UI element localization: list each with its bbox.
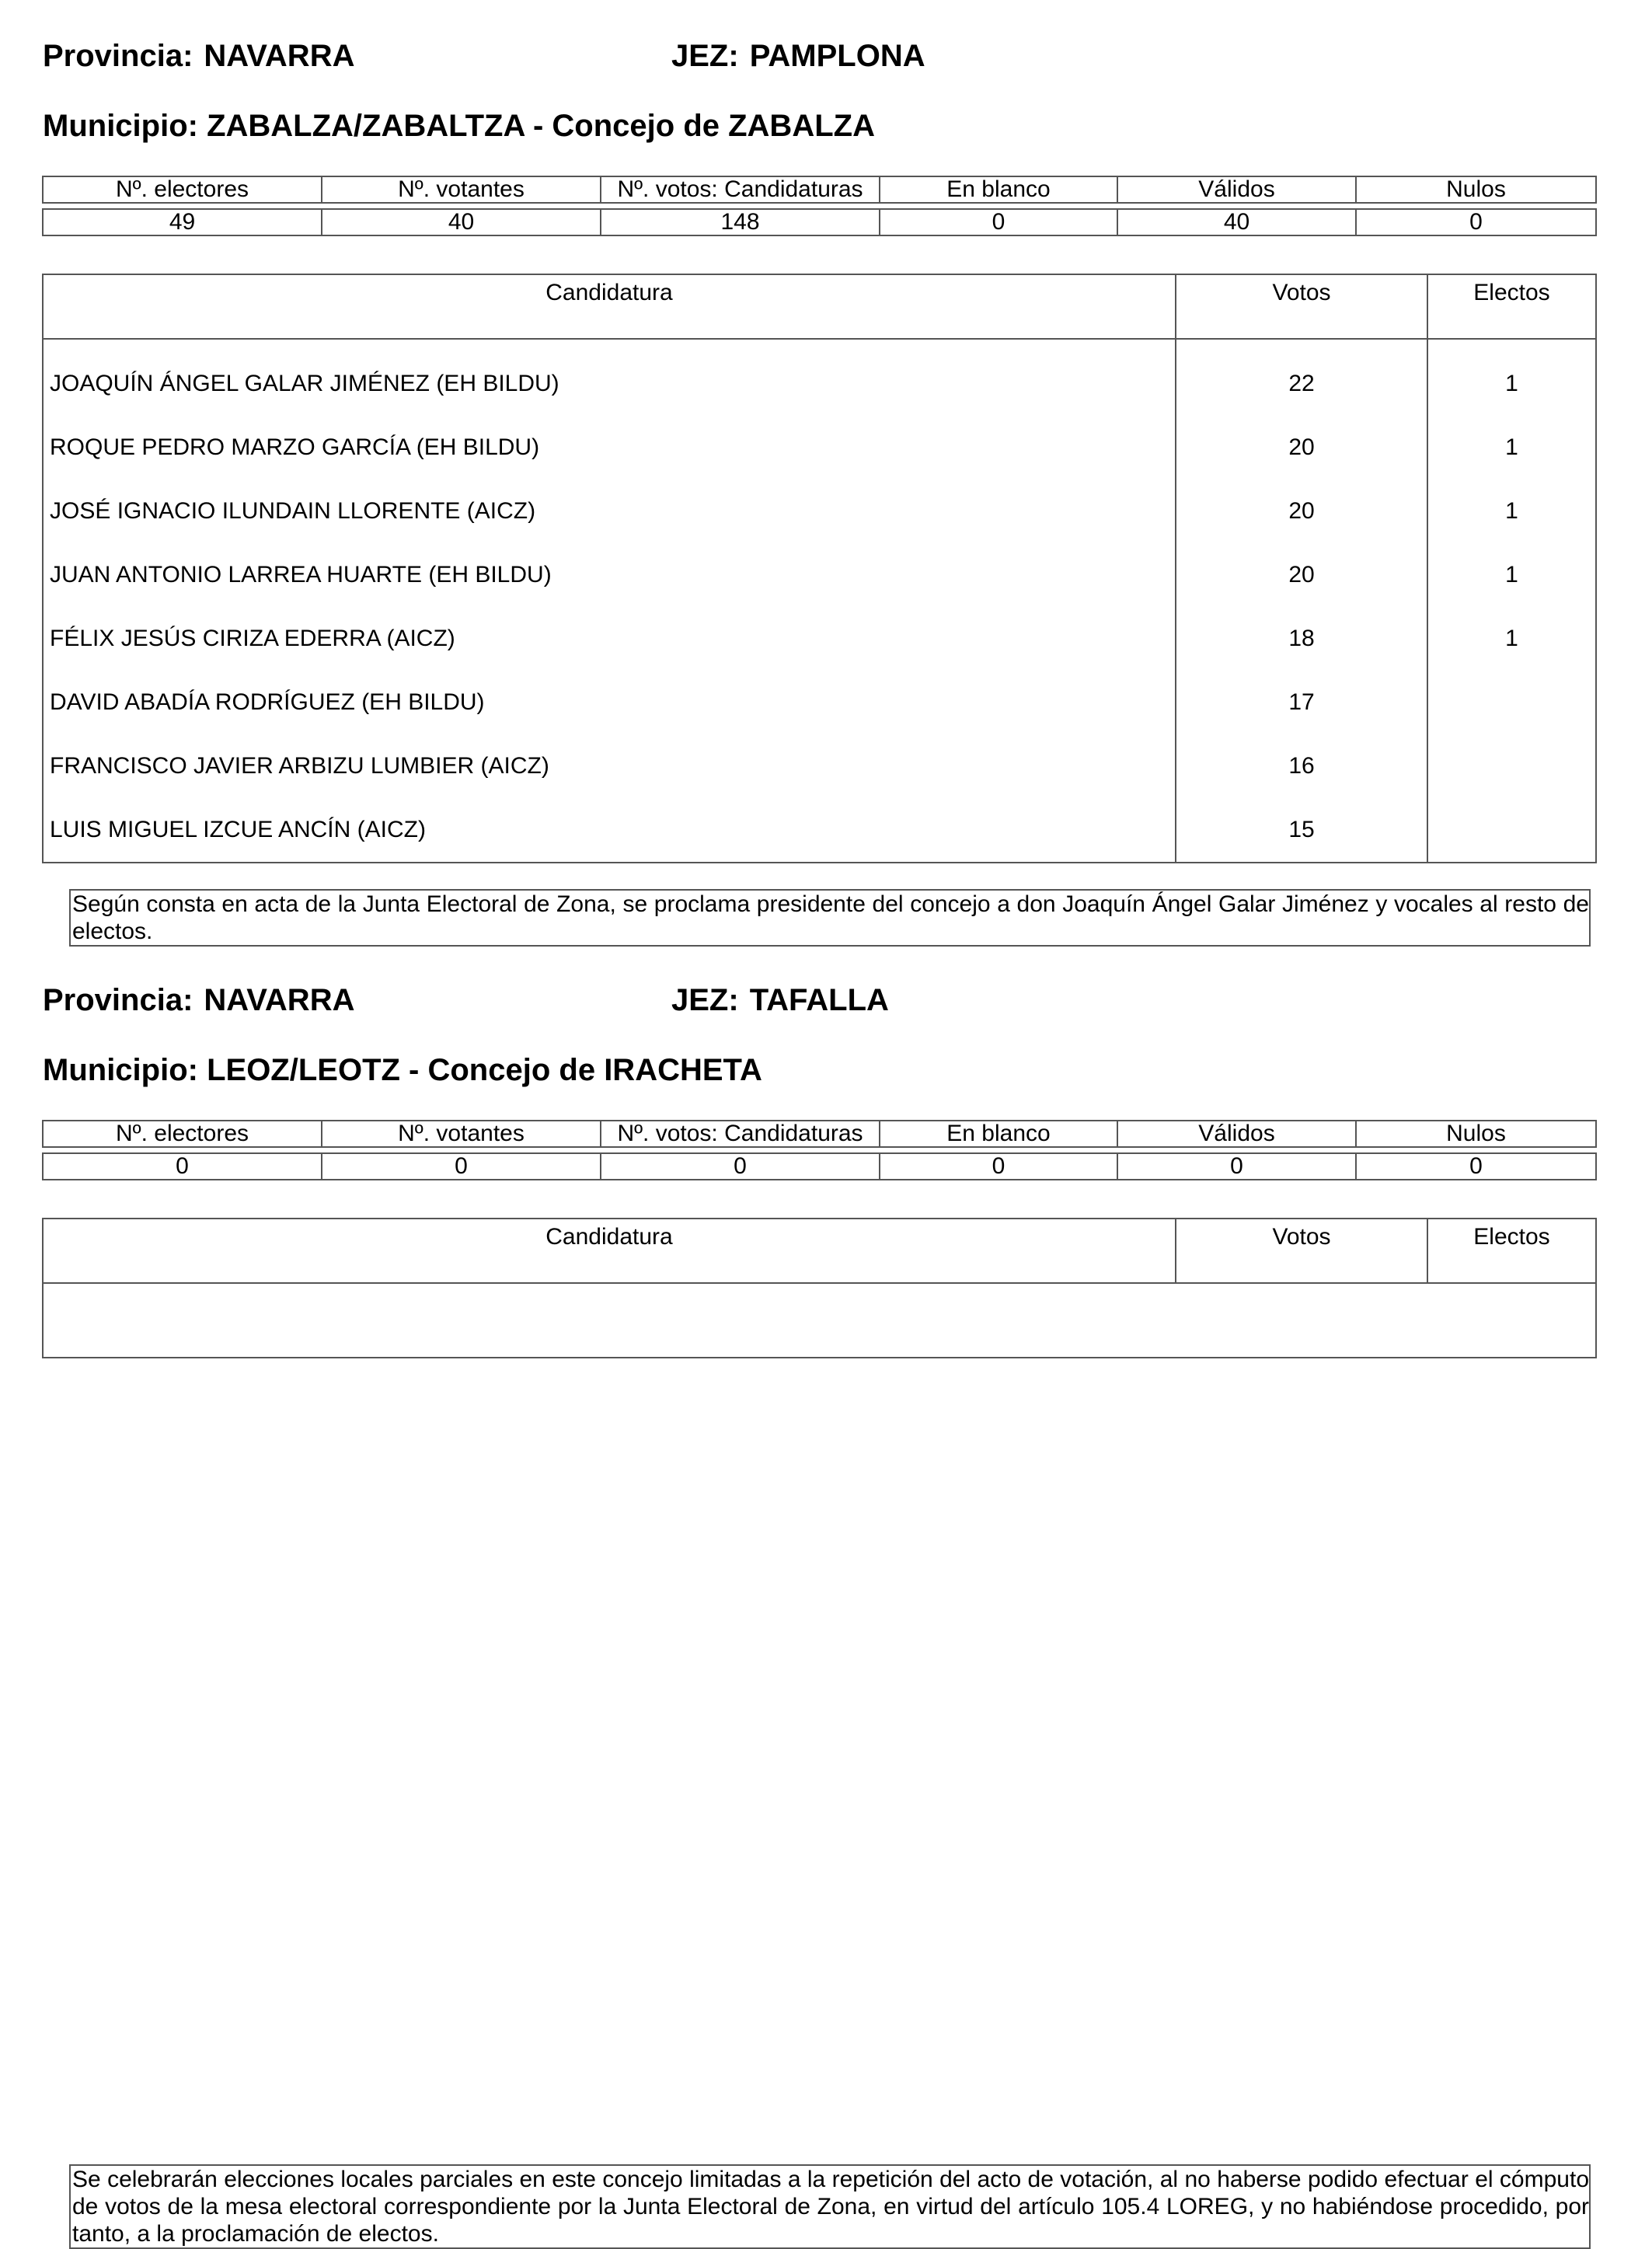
proclamation-note: Según consta en acta de la Junta Electoral de Zona, se proclama presidente del concejo a don Joaquín Ángel Galar Jiménez y vocales al resto de electos. bbox=[69, 889, 1591, 947]
jez-value: TAFALLA bbox=[749, 983, 889, 1017]
empty-table-row bbox=[43, 1283, 1596, 1358]
candidate-elected: 1 bbox=[1427, 339, 1596, 416]
candidate-name: JOSÉ IGNACIO ILUNDAIN LLORENTE (AICZ) bbox=[43, 479, 1176, 543]
stats-value-votos-candidaturas: 0 bbox=[601, 1153, 880, 1180]
provincia-value: NAVARRA bbox=[204, 39, 355, 73]
stats-header-votantes: Nº. votantes bbox=[322, 1121, 601, 1147]
jez-value: PAMPLONA bbox=[749, 39, 925, 73]
stats-value-votos-candidaturas: 148 bbox=[601, 209, 880, 235]
table-row bbox=[43, 339, 1596, 416]
stats-header-table bbox=[42, 176, 1597, 204]
candidate-elected: 1 bbox=[1427, 607, 1596, 671]
stats-value-en-blanco: 0 bbox=[880, 209, 1117, 235]
jez-label: JEZ: bbox=[671, 39, 739, 73]
candidate-votes: 20 bbox=[1176, 479, 1427, 543]
provincia-line bbox=[43, 39, 354, 74]
candidate-name: JOAQUÍN ÁNGEL GALAR JIMÉNEZ (EH BILDU) bbox=[43, 339, 1176, 416]
stats-value-votantes: 0 bbox=[322, 1153, 601, 1180]
stats-value-validos: 0 bbox=[1117, 1153, 1356, 1180]
table-row bbox=[43, 734, 1596, 798]
table-row bbox=[43, 607, 1596, 671]
candidate-votes: 20 bbox=[1176, 416, 1427, 479]
candidates-table bbox=[42, 274, 1597, 863]
votos-column-header: Votos bbox=[1176, 274, 1427, 339]
candidate-elected bbox=[1427, 734, 1596, 798]
candidate-votes: 18 bbox=[1176, 607, 1427, 671]
empty-candidates-cell bbox=[43, 1283, 1596, 1358]
stats-header-validos: Válidos bbox=[1117, 176, 1356, 203]
municipio-title: Municipio: LEOZ/LEOTZ - Concejo de IRACHETA bbox=[43, 1053, 762, 1087]
candidate-elected bbox=[1427, 671, 1596, 734]
electos-column-header: Electos bbox=[1427, 1219, 1596, 1283]
stats-header-votantes: Nº. votantes bbox=[322, 176, 601, 203]
candidate-votes: 16 bbox=[1176, 734, 1427, 798]
provincia-line bbox=[43, 983, 354, 1018]
stats-header-en-blanco: En blanco bbox=[880, 176, 1117, 203]
votos-column-header: Votos bbox=[1176, 1219, 1427, 1283]
candidate-name: FÉLIX JESÚS CIRIZA EDERRA (AICZ) bbox=[43, 607, 1176, 671]
table-row bbox=[43, 671, 1596, 734]
stats-header-en-blanco: En blanco bbox=[880, 1121, 1117, 1147]
electos-column-header: Electos bbox=[1427, 274, 1596, 339]
stats-value-en-blanco: 0 bbox=[880, 1153, 1117, 1180]
stats-value-votantes: 40 bbox=[322, 209, 601, 235]
stats-value-nulos: 0 bbox=[1356, 209, 1596, 235]
stats-header-validos: Válidos bbox=[1117, 1121, 1356, 1147]
municipio-title: Municipio: ZABALZA/ZABALTZA - Concejo de ZABALZA bbox=[43, 109, 875, 143]
stats-value-validos: 40 bbox=[1117, 209, 1356, 235]
candidate-votes: 17 bbox=[1176, 671, 1427, 734]
candidate-elected bbox=[1427, 798, 1596, 863]
candidate-name: ROQUE PEDRO MARZO GARCÍA (EH BILDU) bbox=[43, 416, 1176, 479]
table-row bbox=[43, 416, 1596, 479]
table-row bbox=[43, 798, 1596, 863]
stats-header-electores: Nº. electores bbox=[43, 1121, 322, 1147]
candidate-elected: 1 bbox=[1427, 543, 1596, 607]
candidate-name: FRANCISCO JAVIER ARBIZU LUMBIER (AICZ) bbox=[43, 734, 1176, 798]
provincia-label: Provincia: bbox=[43, 39, 193, 73]
stats-values-table bbox=[42, 208, 1597, 236]
candidate-votes: 15 bbox=[1176, 798, 1427, 863]
candidate-name: JUAN ANTONIO LARREA HUARTE (EH BILDU) bbox=[43, 543, 1176, 607]
stats-header-table bbox=[42, 1120, 1597, 1148]
stats-header-votos-candidaturas: Nº. votos: Candidaturas bbox=[601, 1121, 880, 1147]
jez-line bbox=[671, 39, 925, 74]
jez-line bbox=[671, 983, 889, 1018]
candidate-elected: 1 bbox=[1427, 416, 1596, 479]
candidates-table bbox=[42, 1218, 1597, 1358]
stats-header-votos-candidaturas: Nº. votos: Candidaturas bbox=[601, 176, 880, 203]
repetition-note: Se celebrarán elecciones locales parciales en este concejo limitadas a la repetición del acto de votación, al no haberse podido efectuar el cómputo de votos de la mesa electoral correspondiente por la Junta Electoral de Zona, en virtud del artículo 105.4 LOREG, y no habiéndose procedido, por tanto, a la proclamación de electos. bbox=[69, 2164, 1591, 2249]
candidate-votes: 22 bbox=[1176, 339, 1427, 416]
candidate-elected: 1 bbox=[1427, 479, 1596, 543]
candidate-name: DAVID ABADÍA RODRÍGUEZ (EH BILDU) bbox=[43, 671, 1176, 734]
table-row bbox=[43, 543, 1596, 607]
stats-header-electores: Nº. electores bbox=[43, 176, 322, 203]
provincia-value: NAVARRA bbox=[204, 983, 355, 1017]
stats-value-electores: 49 bbox=[43, 209, 322, 235]
stats-header-nulos: Nulos bbox=[1356, 1121, 1596, 1147]
stats-header-nulos: Nulos bbox=[1356, 176, 1596, 203]
stats-values-table bbox=[42, 1152, 1597, 1180]
candidatura-column-header: Candidatura bbox=[43, 274, 1176, 339]
provincia-label: Provincia: bbox=[43, 983, 193, 1017]
stats-value-electores: 0 bbox=[43, 1153, 322, 1180]
candidatura-column-header: Candidatura bbox=[43, 1219, 1176, 1283]
jez-label: JEZ: bbox=[671, 983, 739, 1017]
table-row bbox=[43, 479, 1596, 543]
candidate-name: LUIS MIGUEL IZCUE ANCÍN (AICZ) bbox=[43, 798, 1176, 863]
stats-value-nulos: 0 bbox=[1356, 1153, 1596, 1180]
candidate-votes: 20 bbox=[1176, 543, 1427, 607]
